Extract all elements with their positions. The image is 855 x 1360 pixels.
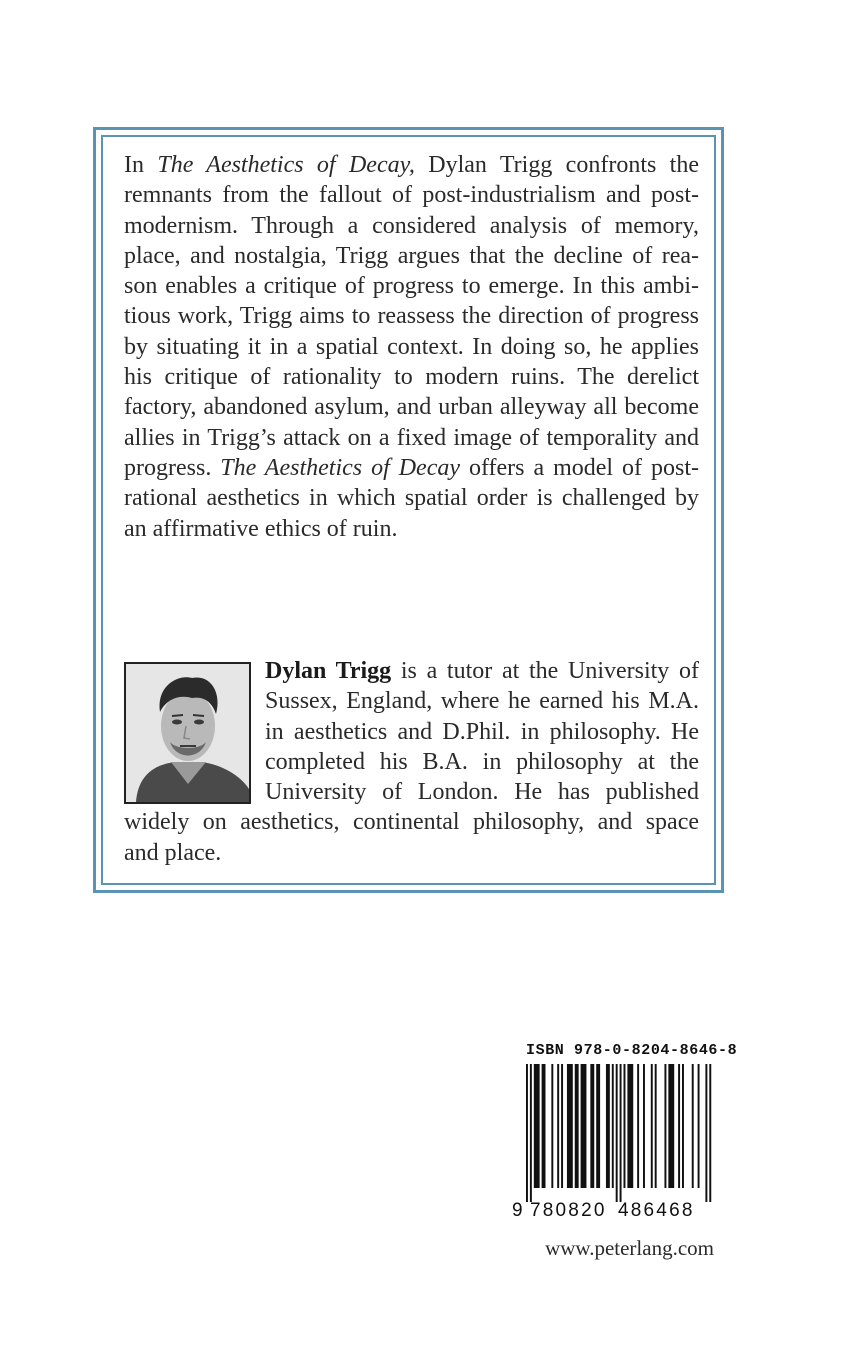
- barcode-digits-left: 780820: [530, 1200, 607, 1221]
- barcode-guard-bar: [620, 1064, 622, 1202]
- barcode-bar: [627, 1064, 633, 1188]
- barcode-bar: [612, 1064, 614, 1188]
- barcode-bar: [561, 1064, 563, 1188]
- barcode-bar: [643, 1064, 645, 1188]
- bio-line: widely on aesthetics, continental philosophy, and space: [124, 809, 699, 836]
- barcode-bar: [692, 1064, 694, 1188]
- description-line: rational aesthetics in which spatial order is challenged by: [124, 485, 699, 512]
- barcode-guard-bar: [530, 1064, 532, 1202]
- bio-line: and place.: [124, 839, 222, 866]
- barcode-bar: [596, 1064, 600, 1188]
- description-line: factory, abandoned asylum, and urban alleyway all become: [124, 394, 699, 421]
- barcode-bar: [575, 1064, 579, 1188]
- description-line: remnants from the fallout of post-industrialism and post-: [124, 182, 699, 209]
- bio-line: in aesthetics and D.Phil. in philosophy. He: [265, 718, 699, 745]
- author-bio: [124, 656, 699, 868]
- description-line: place, and nostalgia, Trigg argues that the decline of rea-: [124, 242, 699, 269]
- description-line: son enables a critique of progress to emerge. In this ambi-: [124, 273, 699, 300]
- barcode-bar: [624, 1064, 626, 1188]
- description-line: In The Aesthetics of Decay, Dylan Trigg confronts the: [124, 152, 699, 178]
- barcode-bar: [542, 1064, 546, 1188]
- description-line: progress. The Aesthetics of Decay offers a model of post-: [124, 454, 699, 481]
- barcode-guard-bar: [709, 1064, 711, 1202]
- barcode-bar: [637, 1064, 639, 1188]
- description-line: an affirmative ethics of ruin.: [124, 515, 398, 542]
- book-description: [124, 150, 699, 544]
- author-name: Dylan Trigg: [265, 658, 392, 684]
- barcode-bar: [651, 1064, 653, 1188]
- barcode-bar: [581, 1064, 587, 1188]
- barcode-bar: [557, 1064, 559, 1188]
- barcode-bar: [668, 1064, 674, 1188]
- barcode-bar: [590, 1064, 594, 1188]
- barcode-bar: [655, 1064, 657, 1188]
- bio-line: Sussex, England, where he earned his M.A.: [265, 688, 699, 715]
- barcode-bar: [698, 1064, 700, 1188]
- publisher-website[interactable]: www.peterlang.com: [545, 1236, 714, 1260]
- barcode-bar: [534, 1064, 540, 1188]
- barcode-guard-bar: [526, 1064, 528, 1202]
- description-line: tious work, Trigg aims to reassess the direction of progress: [124, 303, 699, 330]
- bio-line: University of London. He has published: [265, 779, 699, 806]
- barcode-guard-bar: [616, 1064, 618, 1202]
- barcode-bar: [606, 1064, 610, 1188]
- isbn-label: ISBN 978-0-8204-8646-8: [526, 1042, 738, 1059]
- bio-line: Dylan Trigg is a tutor at the University of: [265, 658, 699, 684]
- description-line: his critique of rationality to modern ruins. The derelict: [124, 364, 699, 391]
- isbn-barcode: [508, 1042, 738, 1222]
- barcode-graphic: [508, 1062, 713, 1222]
- barcode-digits-right: 486468: [618, 1200, 695, 1221]
- barcode-digit-prefix: 9: [512, 1200, 523, 1221]
- barcode-guard-bar: [705, 1064, 707, 1202]
- description-line: modernism. Through a considered analysis of memory,: [124, 212, 699, 239]
- barcode-bar: [682, 1064, 684, 1188]
- description-line: by situating it in a spatial context. In doing so, he applies: [124, 333, 699, 360]
- bio-line: completed his B.A. in philosophy at the: [265, 748, 699, 775]
- barcode-bar: [664, 1064, 666, 1188]
- barcode-bar: [567, 1064, 573, 1188]
- barcode-bar: [678, 1064, 680, 1188]
- barcode-bar: [551, 1064, 553, 1188]
- description-line: allies in Trigg’s attack on a fixed image of temporality and: [124, 424, 699, 451]
